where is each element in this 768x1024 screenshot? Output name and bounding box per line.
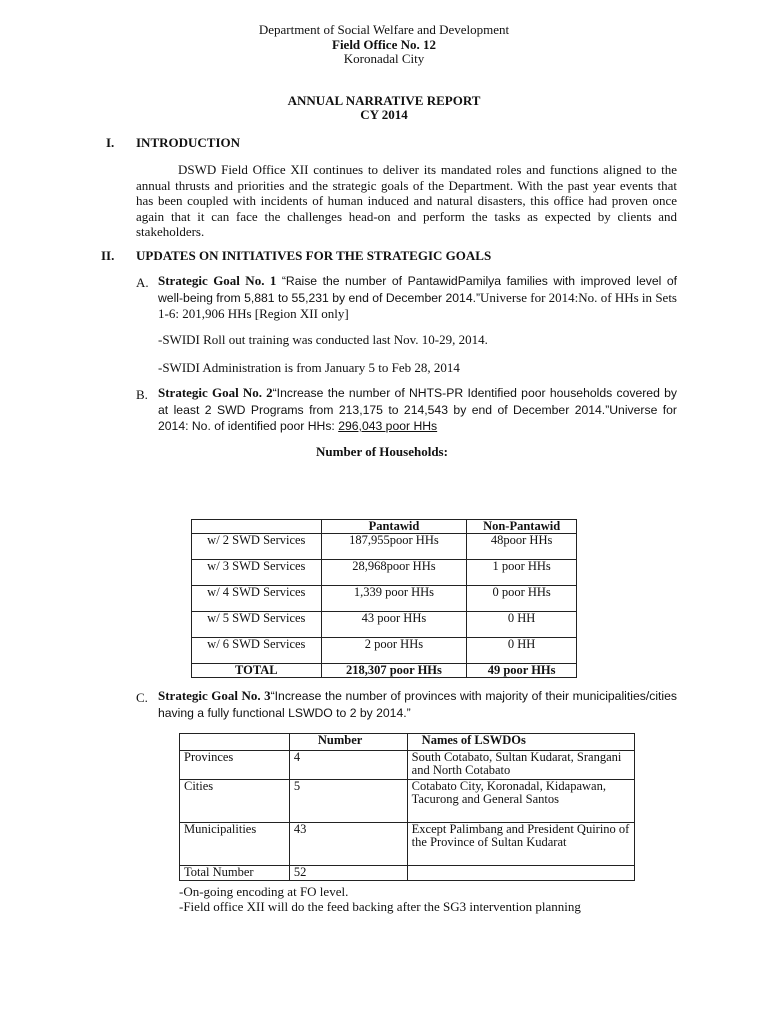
goal-c-paragraph: [158, 688, 677, 721]
goal-b-text: “Increase the number of NHTS-PR Identified poor households covered by at least 2 SWD Programs from 213,175 to 214,543 by end of December 2014.”Universe for 2014: No. of identified poor HHs:: [158, 386, 678, 433]
table-header: Pantawid: [321, 520, 467, 534]
goal-a-paragraph: [158, 273, 677, 322]
table-cell: 1 poor HHs: [467, 560, 577, 586]
table-cell: Cities: [180, 780, 290, 823]
table-cell: 218,307 poor HHs: [321, 664, 467, 678]
table-header: [180, 734, 290, 751]
table-cell: 43: [289, 823, 407, 866]
goal-b-label: Strategic Goal No. 2: [158, 385, 273, 400]
table-cell: w/ 2 SWD Services: [192, 534, 322, 560]
table-cell: Total Number: [180, 866, 290, 881]
table-row: [180, 751, 635, 780]
goal-b-paragraph: [158, 385, 677, 435]
table-header: Number: [289, 734, 407, 751]
department-name: Department of Social Welfare and Development: [258, 22, 510, 37]
table-cell: 1,339 poor HHs: [321, 586, 467, 612]
table-cell: 4: [289, 751, 407, 780]
households-table: [191, 519, 577, 678]
table-cell: w/ 6 SWD Services: [192, 638, 322, 664]
table-row: [192, 638, 577, 664]
table-row: [180, 866, 635, 881]
goal-a-letter: A.: [136, 275, 149, 290]
city-name: Koronadal City: [343, 51, 425, 66]
report-title: ANNUAL NARRATIVE REPORT: [287, 93, 481, 108]
table-row: [192, 586, 577, 612]
table-header: [192, 520, 322, 534]
table-cell: 0 HH: [467, 638, 577, 664]
goal-a-note-2: -SWIDI Administration is from January 5 to Feb 28, 2014: [158, 360, 460, 375]
table-header: Names of LSWDOs: [407, 734, 634, 751]
lswdo-table: [179, 733, 635, 881]
goal-a-label: Strategic Goal No. 1: [158, 273, 277, 288]
households-table-title: Number of Households:: [316, 444, 448, 459]
table-header: Non-Pantawid: [467, 520, 577, 534]
goal-a-text: “Raise the number of PantawidPamilya families with improved level of well-being from 5,881 to 55,231 by end of December 2014.”: [158, 274, 677, 305]
section-2-number: II.: [101, 248, 115, 263]
table-row: [192, 612, 577, 638]
table-cell: 52: [289, 866, 407, 881]
table-cell: TOTAL: [192, 664, 322, 678]
table-cell: 49 poor HHs: [467, 664, 577, 678]
goal-a-note-1: -SWIDI Roll out training was conducted last Nov. 10-29, 2014.: [158, 332, 488, 347]
table-cell: South Cotabato, Sultan Kudarat, Srangani and North Cotabato: [407, 751, 634, 780]
table-cell: 28,968poor HHs: [321, 560, 467, 586]
table-cell: 0 poor HHs: [467, 586, 577, 612]
table-cell: 187,955poor HHs: [321, 534, 467, 560]
goal-b-universe-value: 296,043 poor HHs: [338, 419, 438, 433]
section-1-number: I.: [106, 135, 115, 150]
goal-b-letter: B.: [136, 387, 148, 402]
table-row: [192, 534, 577, 560]
table-cell: 0 HH: [467, 612, 577, 638]
table-cell: Provinces: [180, 751, 290, 780]
table-cell: Cotabato City, Koronadal, Kidapawan, Tacurong and General Santos: [407, 780, 634, 823]
table-cell: 48poor HHs: [467, 534, 577, 560]
table-cell: 5: [289, 780, 407, 823]
goal-c-letter: C.: [136, 690, 148, 705]
table-cell: Except Palimbang and President Quirino of the Province of Sultan Kudarat: [407, 823, 634, 866]
table-total-row: [192, 664, 577, 678]
table-row: [180, 780, 635, 823]
table-row: [180, 823, 635, 866]
table-cell: w/ 3 SWD Services: [192, 560, 322, 586]
report-year: CY 2014: [360, 107, 408, 122]
section-2-title: UPDATES ON INITIATIVES FOR THE STRATEGIC GOALS: [136, 248, 492, 263]
goal-a-universe: Universe for 2014:No. of HHs in Sets 1-6: 201,906 HHs [Region XII only]: [158, 289, 677, 321]
footer-note-2: -Field office XII will do the feed backing after the SG3 intervention planning: [179, 899, 581, 914]
table-cell: w/ 5 SWD Services: [192, 612, 322, 638]
table-cell: 2 poor HHs: [321, 638, 467, 664]
footer-note-1: -On-going encoding at FO level.: [179, 884, 349, 899]
table-cell: 43 poor HHs: [321, 612, 467, 638]
field-office: Field Office No. 12: [332, 37, 436, 52]
table-cell: Municipalities: [180, 823, 290, 866]
goal-c-text: “Increase the number of provinces with majority of their municipalities/cities having a fully functional LSWDO to 2 by 2014.”: [158, 689, 677, 720]
goal-c-label: Strategic Goal No. 3: [158, 688, 271, 703]
table-cell: w/ 4 SWD Services: [192, 586, 322, 612]
introduction-paragraph: DSWD Field Office XII continues to deliver its mandated roles and functions aligned to the annual thrusts and priorities and the strategic goals of the Department. With the past year events that has been coupled with incidents of human induced and natural disasters, this office had proven once again that it can face the challenges head-on and perform the tasks as expected by clients and stakeholders.: [136, 162, 677, 239]
section-1-title: INTRODUCTION: [136, 135, 241, 150]
table-cell: [407, 866, 634, 881]
table-row: [192, 560, 577, 586]
